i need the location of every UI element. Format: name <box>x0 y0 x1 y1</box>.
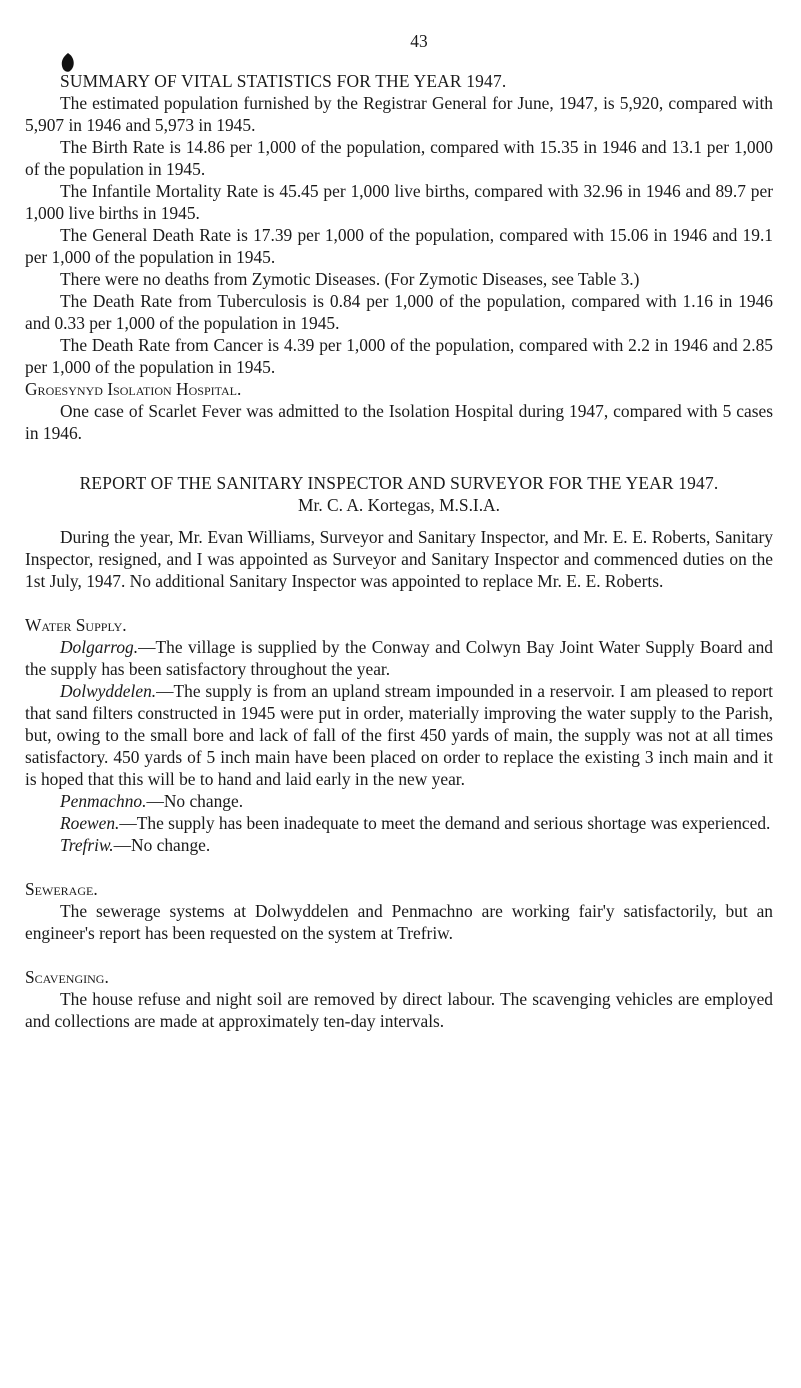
page-number: 43 <box>410 31 428 51</box>
vital-statistics-section <box>25 70 773 444</box>
report-heading: REPORT OF THE SANITARY INSPECTOR AND SURVEYOR FOR THE YEAR 1947. <box>79 473 719 493</box>
hospital-heading: Groesynyd Isolation Hospital. <box>25 379 242 399</box>
report-author: Mr. C. A. Kortegas, M.S.I.A. <box>298 495 500 515</box>
entry-text: —No change. <box>113 835 211 855</box>
entry-text: —No change. <box>146 791 244 811</box>
water-entry-dolgarrog <box>25 636 773 680</box>
report-intro-paragraph: During the year, Mr. Evan Williams, Surveyor and Sanitary Inspector, and Mr. E. E. Roberts, Sanitary Inspector, resigned, and I was appointed as Surveyor and Sanitary Inspector and commenced duties on the 1st July, 1947. No additional Sanitary Inspector was appointed to replace Mr. E. E. Roberts. <box>25 527 773 591</box>
scavenging-section <box>25 966 773 1032</box>
water-entry-penmachno <box>25 790 773 812</box>
place-name: Dolgarrog. <box>60 637 139 657</box>
hospital-paragraph: One case of Scarlet Fever was admitted to the Isolation Hospital during 1947, compared with 5 cases in 1946. <box>25 401 773 443</box>
summary-heading: SUMMARY OF VITAL STATISTICS FOR THE YEAR 1947. <box>60 71 507 91</box>
water-entry-dolwyddelen <box>25 680 773 790</box>
place-name: Dolwyddelen. <box>60 681 157 701</box>
water-entry-trefriw <box>25 834 773 856</box>
entry-text: —The supply is from an upland stream impounded in a reservoir. I am pleased to report that sand filters constructed in 1945 were put in order, materially improving the water supply to the Parish, but, owing to the small bore and lack of fall of the first 450 yards of main, the supply was not at all times satisfactory. 450 yards of 5 inch main have been placed on order to replace the existing 3 inch main and it is hoped that this will be to hand and laid early in the new year. <box>25 681 773 789</box>
zymotic-paragraph: There were no deaths from Zymotic Diseases. (For Zymotic Diseases, see Table 3.) <box>60 269 640 289</box>
sanitary-report-section <box>25 472 773 592</box>
sewerage-paragraph: The sewerage systems at Dolwyddelen and Penmachno are working fair'y satisfactorily, but an engineer's report has been requested on the system at Trefriw. <box>25 901 773 943</box>
birth-rate-paragraph: The Birth Rate is 14.86 per 1,000 of the population, compared with 15.35 in 1946 and 13.1 per 1,000 of the population in 1945. <box>25 137 773 179</box>
sewerage-section <box>25 878 773 944</box>
water-supply-section <box>25 614 773 856</box>
cancer-paragraph: The Death Rate from Cancer is 4.39 per 1,000 of the population, compared with 2.2 in 1946 and 2.85 per 1,000 of the population in 1945. <box>25 335 773 377</box>
population-paragraph: The estimated population furnished by the Registrar General for June, 1947, is 5,920, compared with 5,907 in 1946 and 5,973 in 1945. <box>25 93 773 135</box>
entry-text: —The village is supplied by the Conway and Colwyn Bay Joint Water Supply Board and the supply has been satisfactory throughout the year. <box>25 637 773 679</box>
water-entry-roewen <box>25 812 773 834</box>
water-supply-heading: Water Supply. <box>25 615 127 635</box>
infant-mortality-paragraph: The Infantile Mortality Rate is 45.45 per 1,000 live births, compared with 32.96 in 1946 and 89.7 per 1,000 live births in 1945. <box>25 181 773 223</box>
scavenging-paragraph: The house refuse and night soil are removed by direct labour. The scavenging vehicles are employed and collections are made at approximately ten-day intervals. <box>25 989 773 1031</box>
tuberculosis-paragraph: The Death Rate from Tuberculosis is 0.84 per 1,000 of the population, compared with 1.16 in 1946 and 0.33 per 1,000 of the population in 1945. <box>25 291 773 333</box>
place-name: Roewen. <box>60 813 120 833</box>
place-name: Penmachno. <box>60 791 147 811</box>
place-name: Trefriw. <box>60 835 114 855</box>
death-rate-paragraph: The General Death Rate is 17.39 per 1,000 of the population, compared with 15.06 in 1946 and 19.1 per 1,000 of the population in 1945. <box>25 225 773 267</box>
document-page <box>25 30 773 1032</box>
scavenging-heading: Scavenging. <box>25 967 109 987</box>
sewerage-heading: Sewerage. <box>25 879 98 899</box>
entry-text: —The supply has been inadequate to meet the demand and serious shortage was experienced. <box>119 813 771 833</box>
